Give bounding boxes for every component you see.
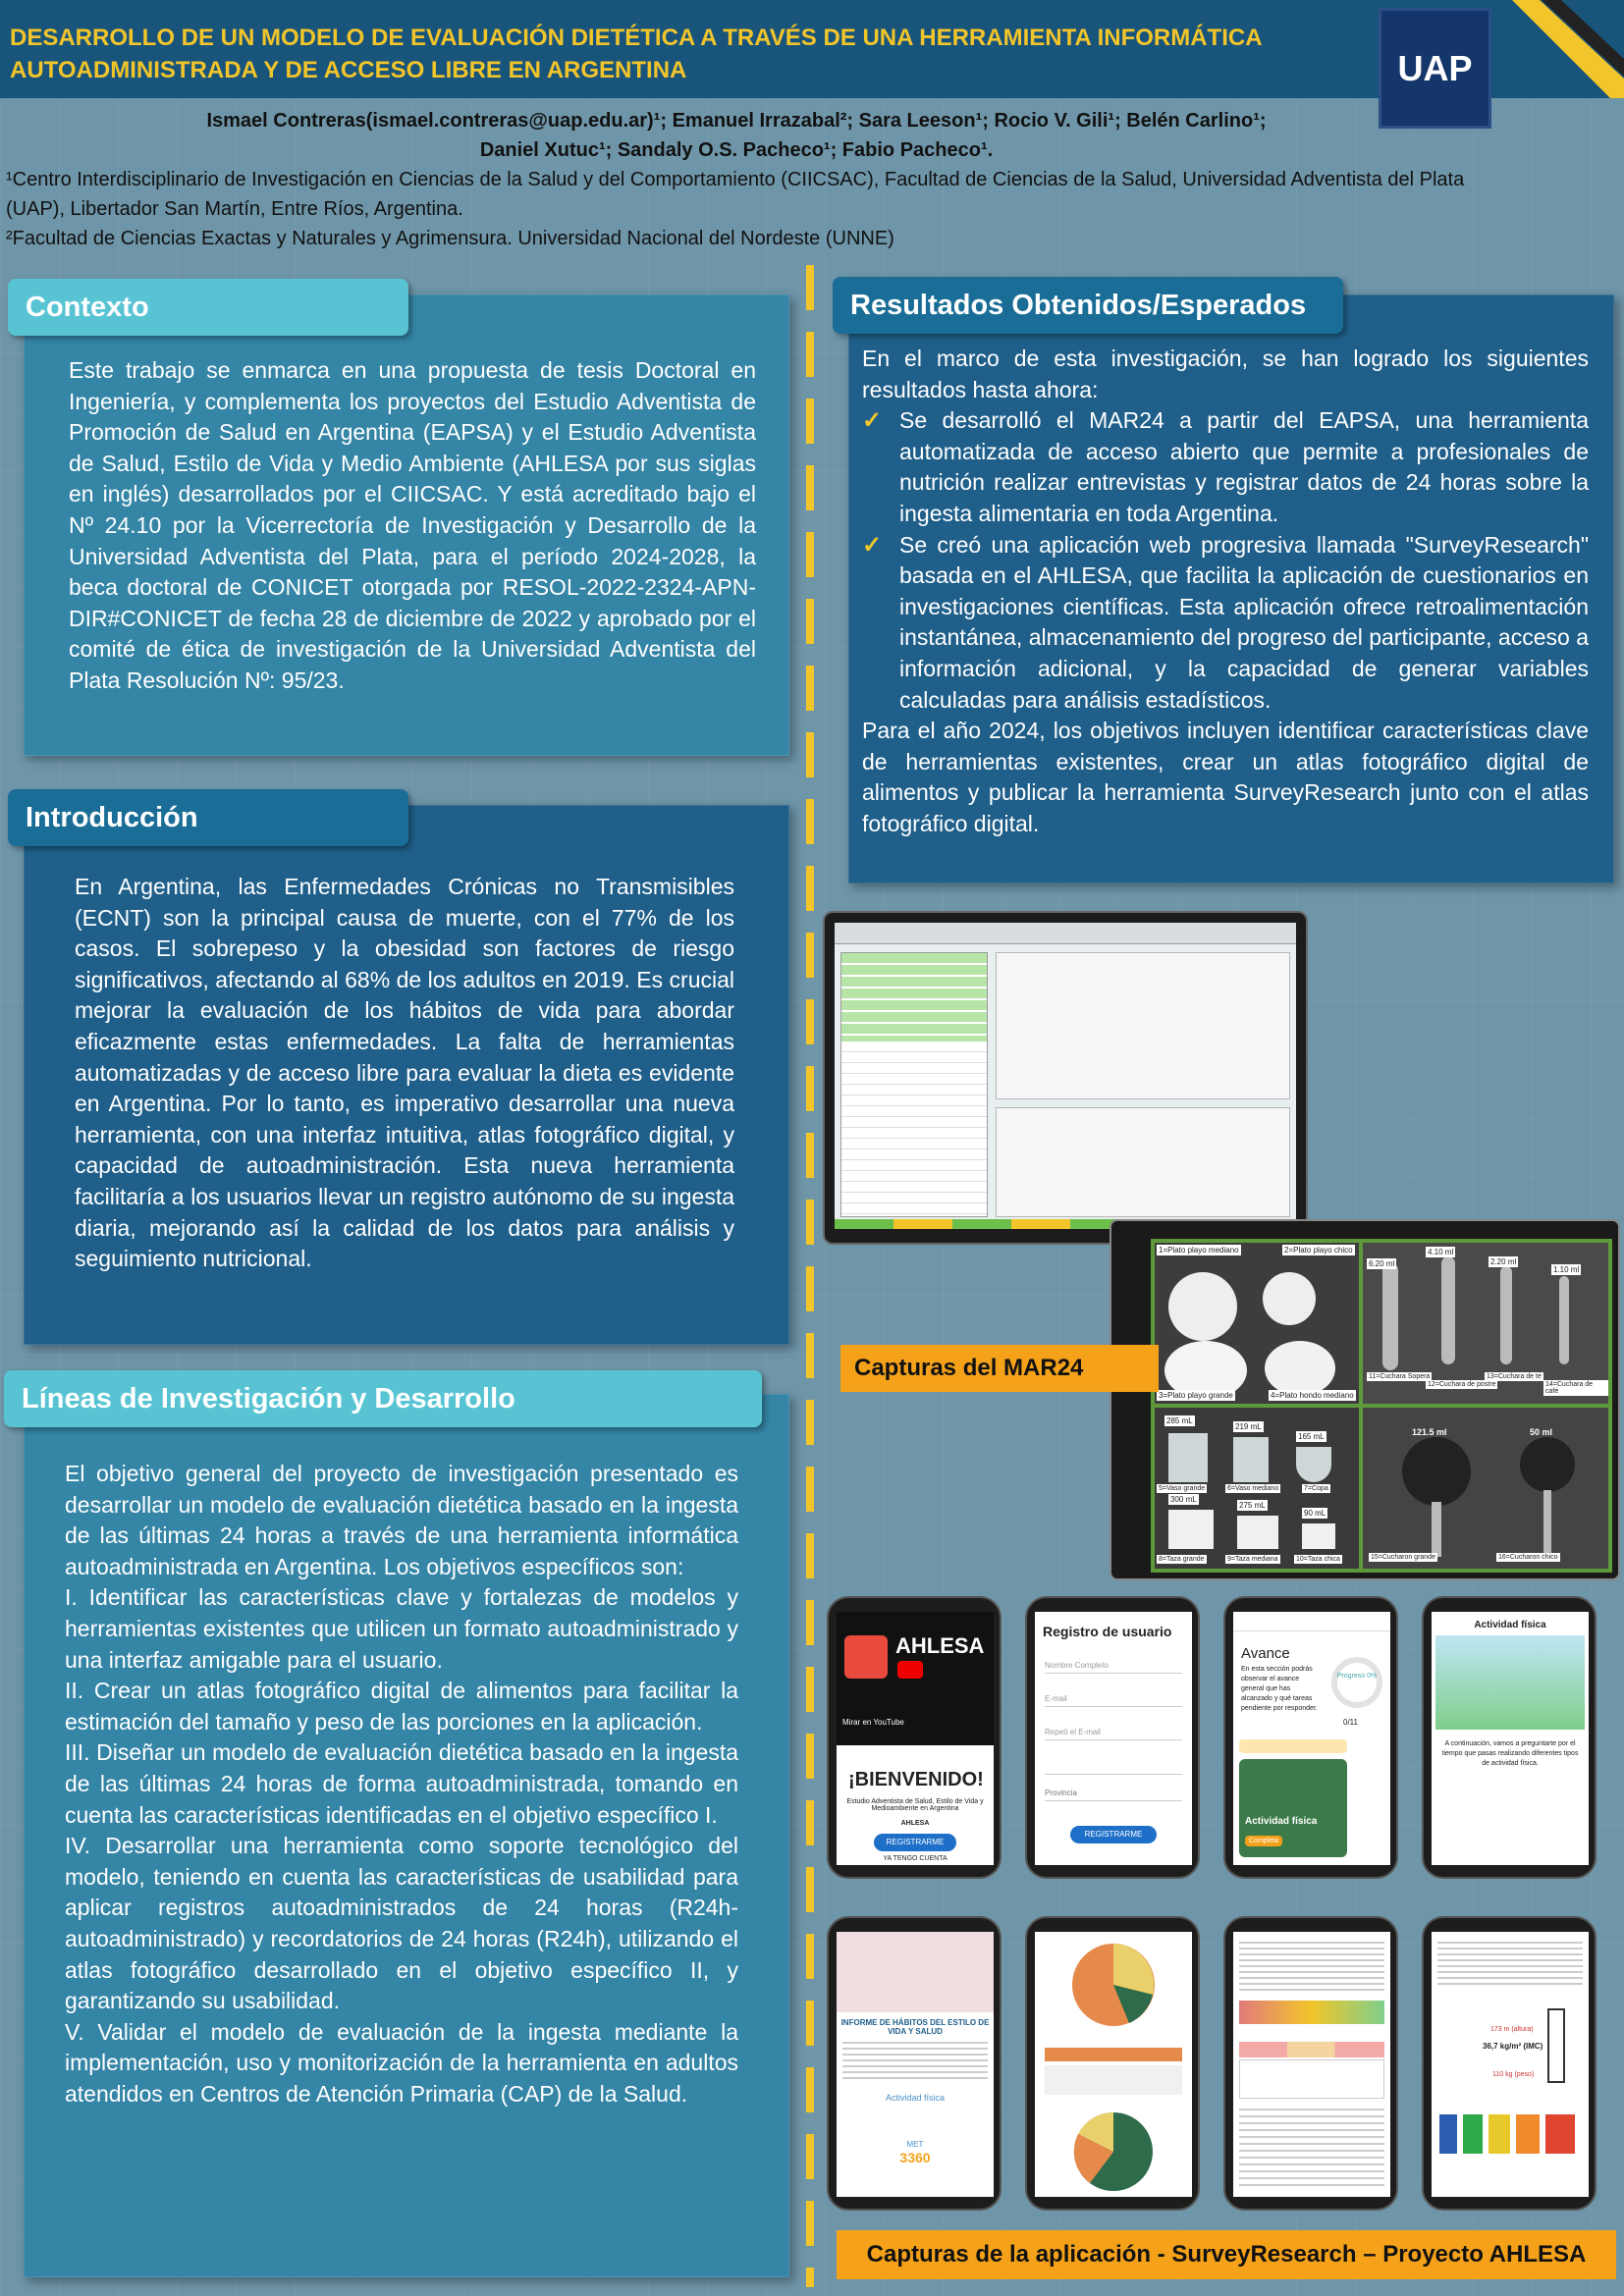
mar24-form-bottom: [996, 1107, 1290, 1217]
resultados-bullet-1: ✓ Se desarrolló el MAR24 a partir del EAPSA, una herramienta automatizada de acceso abierto que permite a profesionales de nutrición realizar entrevistas y registrar datos de 24 horas sobre la ingesta alimentaria en toda Argentina.: [862, 405, 1589, 529]
phone7-paragraph: [1239, 1942, 1384, 1991]
phone-ahlesa-welcome: [827, 1596, 1001, 1879]
lineas-body: [65, 1459, 738, 2109]
atlas-label-12: 12=Cuchara de postre: [1428, 1381, 1496, 1388]
lineas-item-4: IV. Desarrollar una herramienta como soporte tecnológico del modelo, teniendo en cuenta las características de usabilidad para aplicar registros autoadministrados de 24 horas (R24h-autoadministrado) y recordatorios de 24 horas (R24h), utilizando el atlas fotográfico desarrollado en el objetivo específico II, y garantizando su usabilidad.: [65, 1833, 738, 2014]
phone7-table-header: [1239, 2042, 1384, 2057]
atlas-photo-frame: [1110, 1219, 1620, 1580]
atlas-label-10: 10=Taza chica: [1296, 1556, 1340, 1563]
phone3-title: Avance: [1241, 1645, 1290, 1662]
phone4-text: A continuación, vamos a preguntarte por el tiempo que pasas realizando diferentes tipos de actividad física.: [1441, 1740, 1579, 1767]
atlas-measure-6: 219 mL: [1235, 1422, 1262, 1431]
atlas-ladles: [1363, 1408, 1608, 1569]
phone-imc: [1422, 1916, 1597, 2211]
resultados-intro: En el marco de esta investigación, se han logrado los siguientes resultados hasta ahora:: [862, 346, 1589, 402]
mar24-screen: [835, 923, 1296, 1229]
atlas-measure-7: 165 mL: [1298, 1432, 1325, 1441]
atlas-label-3: 3=Plato playo grande: [1159, 1391, 1233, 1400]
phone-registro: [1025, 1596, 1200, 1879]
caption-app: Capturas de la aplicación - SurveyResearch – Proyecto AHLESA: [837, 2230, 1616, 2279]
atlas-measure-10: 300 mL: [1170, 1495, 1197, 1504]
atlas-label-16: 16=Cucharon chico: [1498, 1554, 1558, 1561]
phone-graficos: [1025, 1916, 1200, 2211]
phone1-brand: AHLESA: [900, 1820, 930, 1827]
phone3-card-title: Actividad física: [1245, 1816, 1318, 1827]
uap-logo: UAP: [1379, 8, 1491, 129]
atlas-label-11: 11=Cuchara Sopera: [1369, 1373, 1431, 1380]
resultados-outro: Para el año 2024, los objetivos incluyen identificar características clave de herramientas existentes, crear un atlas fotográfico digital de alimentos y publicar la herramienta SurveyResearch junto con el atlas fotográfico digital.: [862, 718, 1589, 836]
caption-mar24: Capturas del MAR24: [840, 1345, 1159, 1392]
resultados-bullet-2: ✓ Se creó una aplicación web progresiva llamada "SurveyResearch" basada en el AHLESA, que facilita la aplicación de cuestionarios en investigaciones científicas. Esta aplicación ofrece retroalimentación instantánea, almacenamiento del progreso del participante, acceso a información adicional, y la capacidad de generar variables calculadas para análisis estadísticos.: [862, 530, 1589, 717]
phone1-welcome: ¡BIENVENIDO!: [848, 1769, 984, 1790]
lineas-intro: El objetivo general del proyecto de investigación presentado es desarrollar un modelo de evaluación dietética basado en la ingesta de las últimas 24 horas a través de una herramienta informática autoadministrada en Argentina. Los objetivos específicos son:: [65, 1461, 738, 1579]
atlas-label-5: 5=Vaso grande: [1159, 1485, 1206, 1492]
phone2-title: Registro de usuario: [1043, 1624, 1172, 1639]
atlas-measure-5: 285 mL: [1166, 1416, 1193, 1425]
phone1-subtitle: Estudio Adventista de Salud, Estilo de Vida y Medioambiente en Argentina: [846, 1798, 984, 1812]
phone5-illustration: [837, 1932, 994, 2012]
atlas-label-14: 14=Cuchara de café: [1543, 1380, 1608, 1396]
phone2-name-field[interactable]: Nombre Completo: [1045, 1661, 1182, 1674]
atlas-label-8: 8=Taza grande: [1159, 1556, 1205, 1563]
phone1-title: AHLESA: [895, 1633, 985, 1658]
phone6-pie-charts: [1035, 1932, 1192, 2197]
phone8-paragraph: [1437, 1942, 1583, 1987]
phone3-count: 0/11: [1343, 1718, 1358, 1727]
phone8-height: 173 m (altura): [1490, 2026, 1534, 2033]
phone1-register-button[interactable]: REGISTRARME: [874, 1834, 956, 1851]
phone4-illustration: [1435, 1635, 1585, 1730]
phone3-progress-ring: [1331, 1657, 1382, 1708]
phone2-email-field[interactable]: E-mail: [1045, 1694, 1182, 1707]
phone8-weight: 110 kg (peso): [1492, 2071, 1535, 2078]
phone-avance: [1223, 1596, 1398, 1879]
atlas-label-4: 4=Plato hondo mediano: [1271, 1391, 1354, 1400]
atlas-label-13: 13=Cuchara de té: [1487, 1373, 1542, 1380]
contexto-heading: Contexto: [8, 279, 408, 336]
phone-actividad-fisica: [1422, 1596, 1597, 1879]
phone-informe: [827, 1916, 1001, 2211]
atlas-measure-12: 90 mL: [1304, 1509, 1326, 1518]
lineas-item-3: III. Diseñar un modelo de evaluación dietética basado en la ingesta de las últimas 24 horas de forma autoadministrada, tomando en cuenta las características identificadas en el objetivo específico I.: [65, 1739, 738, 1828]
atlas-measure-4: 1.10 ml: [1553, 1265, 1580, 1274]
mar24-laptop-screenshot: [823, 911, 1308, 1245]
phone7-table-body: [1239, 2059, 1384, 2099]
phone5-metric-label: MET: [906, 2140, 924, 2149]
phone1-login-link[interactable]: YA TENGO CUENTA: [883, 1855, 947, 1862]
phone4-title: Actividad física: [1474, 1620, 1546, 1630]
affiliations: [6, 165, 1479, 253]
atlas-spoons: [1363, 1243, 1608, 1404]
phone2-register-button[interactable]: REGISTRARME: [1070, 1826, 1157, 1843]
lineas-heading: Líneas de Investigación y Desarrollo: [4, 1370, 762, 1427]
atlas-label-1: 1=Plato playo mediano: [1159, 1246, 1239, 1255]
lineas-item-1: I. Identificar las características clave y fortalezas de modelos y herramientas existentes que utilicen un formato autoadministrado y una interfaz amigable para el usuario.: [65, 1584, 738, 1673]
column-divider: [806, 265, 814, 2287]
phone5-metric-value: 3360: [899, 2150, 931, 2165]
atlas-label-15: 15=Cucharon grande: [1371, 1554, 1435, 1561]
mar24-form-top: [996, 952, 1290, 1099]
phone3-card-status: Completa: [1245, 1836, 1282, 1846]
atlas-measure-2: 6.20 ml: [1369, 1259, 1395, 1268]
phone2-province-select[interactable]: Provincia: [1045, 1789, 1182, 1801]
atlas-label-2: 2=Plato playo chico: [1284, 1246, 1353, 1255]
phone-tabla: [1223, 1916, 1398, 2211]
contexto-text: Este trabajo se enmarca en una propuesta de tesis Doctoral en Ingeniería, y complementa los proyectos del Estudio Adventista de Promoción de Salud en Argentina (EAPSA) y el Estudio Adventista de Salud, Estilo de Vida y Medio Ambiente (AHLESA por sus siglas en inglés) desarrollados por el CIICSAC. Y está acreditado bajo el Nº 24.10 por la Vicerrectoría de Investigación y Desarrollo de la Universidad Adventista del Plata, para el período 2024-2028, la beca doctoral de CONICET otorgada por RESOL-2022-2324-APN-DIR#CONICET de fecha 28 de diciembre de 2022 y aprobado por el comité de ética de investigación de la Universidad Adventista del Plata Resolución Nº: 95/23.: [69, 357, 756, 693]
resultados-heading: Resultados Obtenidos/Esperados: [833, 277, 1343, 334]
atlas-measure-11: 275 mL: [1239, 1501, 1266, 1510]
introduccion-heading: Introducción: [8, 789, 408, 846]
authors-line-2: Daniel Xutuc¹; Sandaly O.S. Pacheco¹; Fabio Pacheco¹.: [479, 139, 994, 161]
poster-title: DESARROLLO DE UN MODELO DE EVALUACIÓN DIETÉTICA A TRAVÉS DE UNA HERRAMIENTA INFORMÁTICA AUTOADMINISTRADA Y DE ACCESO LIBRE EN ARGENTINA: [10, 25, 1262, 83]
phone2-phone-field[interactable]: [1045, 1759, 1182, 1775]
phone3-description: En esta sección podrás observar el avance general que has alcanzado y qué tareas pendiente por responder.: [1241, 1666, 1318, 1712]
mar24-food-list: [840, 952, 988, 1217]
mar24-toolbar: [835, 923, 1296, 944]
phone8-bmi-figures: [1437, 2105, 1583, 2158]
authors-line-1: Ismael Contreras(ismael.contreras@uap.edu.ar)¹; Emanuel Irrazabal²; Sara Leeson¹; Rocio V. Gili¹; Belén Carlino¹;: [206, 110, 1267, 132]
phone7-paragraph-2: [1239, 2109, 1384, 2187]
lineas-item-2: II. Crear un atlas fotográfico digital de alimentos para facilitar la estimación del tamaño y peso de las porciones en la aplicación.: [65, 1678, 738, 1735]
atlas-measure-3: 2.20 ml: [1490, 1257, 1517, 1266]
phone2-email-repeat-field[interactable]: Repetí el E-mail: [1045, 1728, 1182, 1740]
atlas-plates: [1155, 1243, 1359, 1404]
phone5-section: Actividad física: [885, 2093, 946, 2103]
atlas-grid: [1151, 1239, 1612, 1573]
phone3-status-bar: [1239, 1739, 1347, 1753]
affiliation-2: ²Facultad de Ciencias Exactas y Naturales y Agrimensura. Universidad Nacional del Nordeste (UNNE): [6, 228, 894, 249]
lineas-item-5: V. Validar el modelo de evaluación de la ingesta mediante la implementación, uso y monitorización de la herramienta en adultos atendidos en Centros de Atención Primaria (CAP) de la Salud.: [65, 2018, 738, 2107]
phone5-title: INFORME DE HÁBITOS DEL ESTILO DE VIDA Y SALUD: [840, 2018, 990, 2036]
resultados-list: [862, 405, 1589, 716]
phone8-imc: 36,7 kg/m² (IMC): [1483, 2042, 1543, 2051]
youtube-play-icon: [897, 1661, 923, 1679]
phone7-scale-bar: [1239, 2001, 1384, 2024]
atlas-glasses: [1155, 1408, 1359, 1569]
introduccion-text: En Argentina, las Enfermedades Crónicas no Transmisibles (ECNT) son la principal causa de muerte, con el 77% de los casos. El sobrepeso y la obesidad son factores de riesgo significativos, afectando al 68% de los adultos en 2019. Es crucial mejorar la evaluación de los hábitos de vida para abordar eficazmente estas enfermedades. La falta de herramientas automatizadas y de acceso libre para evaluar la dieta es evidente en Argentina. Por lo tanto, es imperativo desarrollar una nueva herramienta, con una interfaz intuitiva, atlas fotográfico digital, y capacidad de autoadministración. Esta nueva herramienta facilitaría a los usuarios llevar un registro autónomo de su ingesta diaria, mejorando así la calidad de los datos para análisis y seguimiento nutricional.: [75, 874, 734, 1272]
phone8-scale-icon: [1547, 2008, 1565, 2083]
atlas-measure-9: 50 ml: [1530, 1427, 1553, 1437]
affiliation-1: ¹Centro Interdisciplinario de Investigación en Ciencias de la Salud y del Comportamiento (CIICSAC), Facultad de Ciencias de la Salud, Universidad Adventista del Plata (UAP), Libertador San Martín, Entre Ríos, Argentina.: [6, 169, 1465, 220]
resultados-body: [862, 344, 1589, 840]
corner-stripe-decoration: [1512, 0, 1624, 98]
phone3-activity-card[interactable]: [1239, 1759, 1347, 1857]
phone1-youtube-link[interactable]: Mirar en YouTube: [842, 1718, 904, 1727]
phone5-paragraph: [842, 2042, 988, 2081]
ahlesa-logo-icon: [844, 1635, 888, 1679]
atlas-measure-1: 4.10 ml: [1428, 1248, 1454, 1256]
authors: [0, 106, 1473, 165]
phone3-topbar: [1233, 1612, 1390, 1631]
atlas-measure-8: 121.5 ml: [1412, 1427, 1447, 1437]
atlas-label-6: 6=Vaso mediano: [1227, 1485, 1279, 1492]
atlas-label-9: 9=Taza mediana: [1227, 1556, 1278, 1563]
atlas-label-7: 7=Copa: [1304, 1485, 1328, 1492]
phone3-progress-text: Progreso 0%: [1336, 1673, 1378, 1680]
